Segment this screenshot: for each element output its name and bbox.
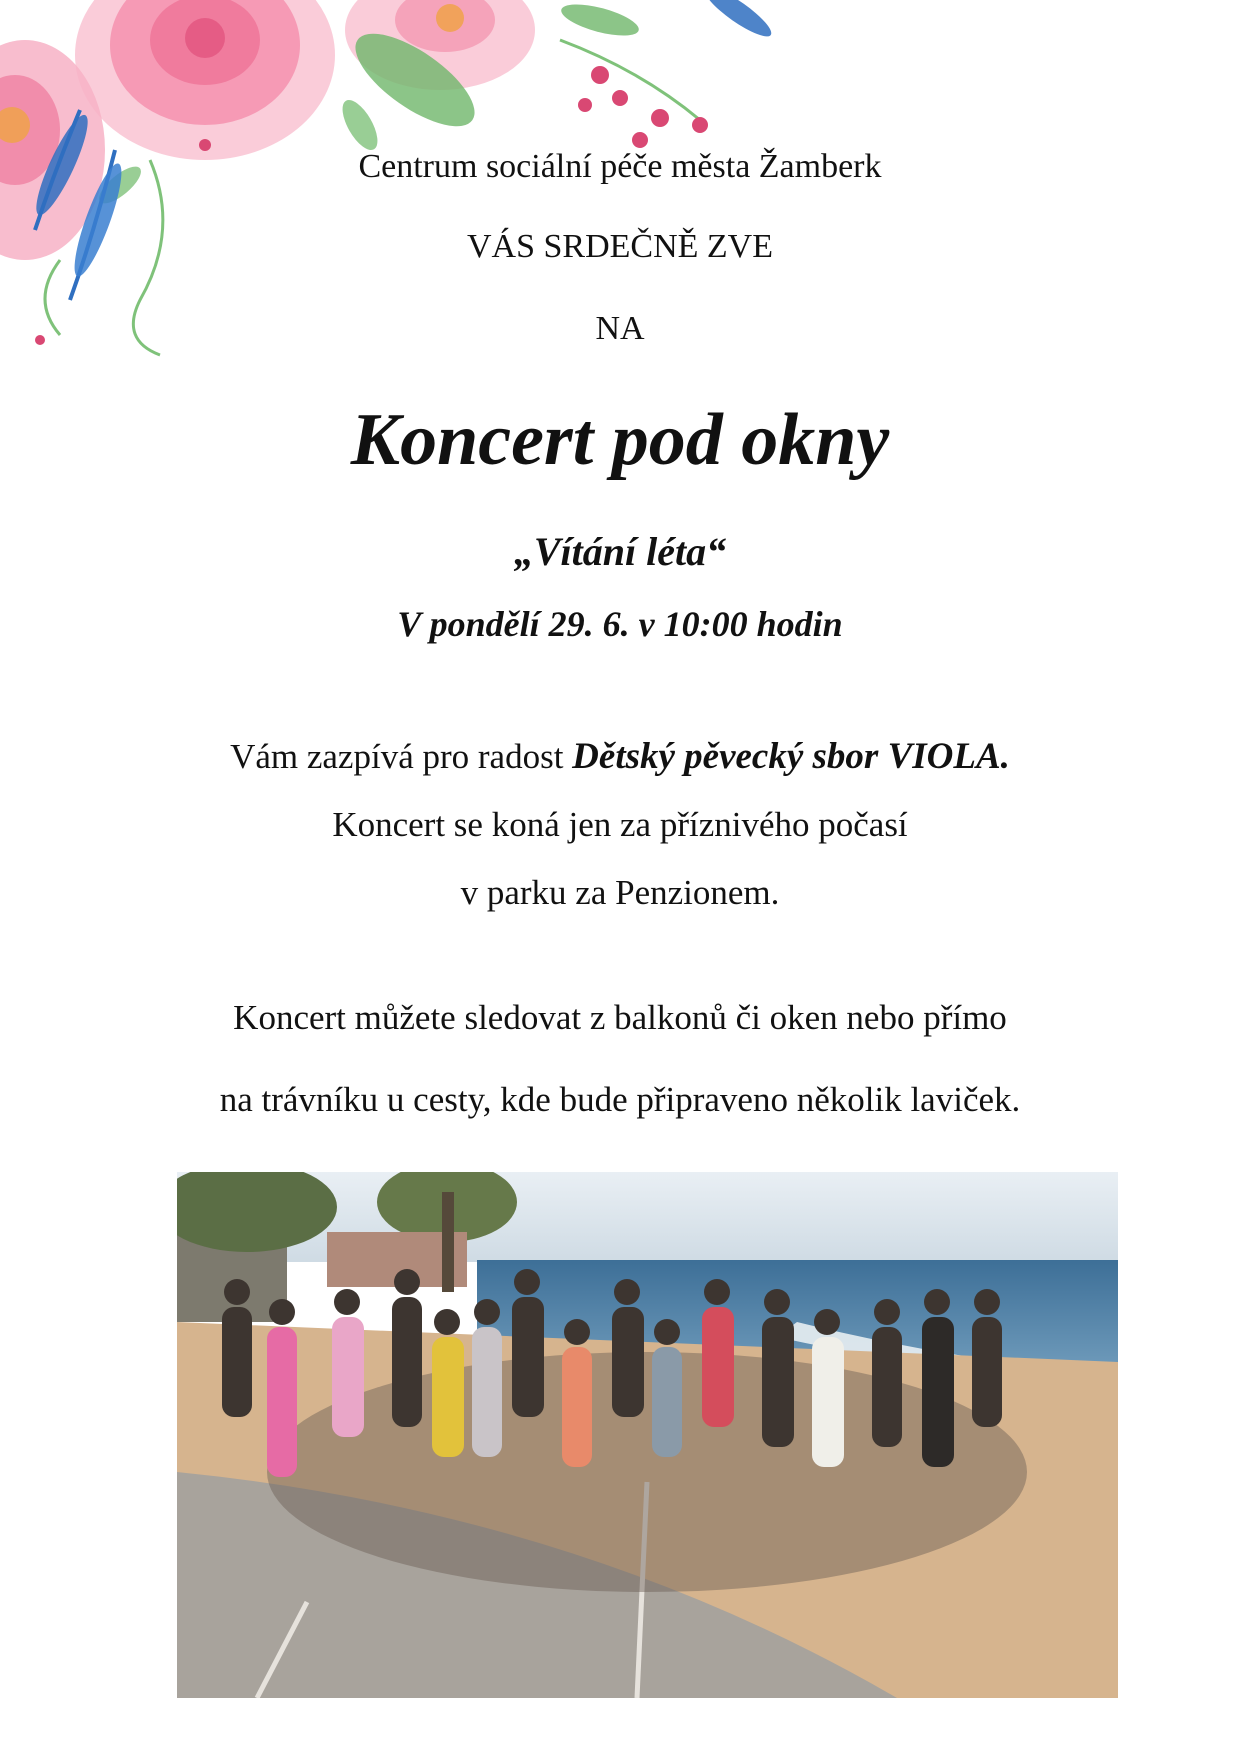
invite-text: VÁS SRDEČNĚ ZVE (466, 228, 774, 265)
viewing-note: Koncert můžete sledovat z balkonů či oken nebo přímo (233, 998, 1007, 1037)
choir-photo (177, 1172, 1118, 1698)
event-title: Koncert pod okny (350, 399, 890, 481)
choir-name: Dětský pěvecký sbor VIOLA. (572, 736, 1010, 777)
location-note: v parku za Penzionem. (460, 873, 780, 912)
performer-prefix: Vám zazpívá pro radost (230, 737, 573, 776)
event-datetime: V pondělí 29. 6. v 10:00 hodin (397, 604, 843, 644)
event-subtitle: „Vítání léta“ (513, 529, 727, 574)
benches-note: na trávníku u cesty, kde bude připraveno několik laviček. (219, 1080, 1021, 1119)
rose-large (75, 0, 335, 160)
performer-line (0, 735, 1240, 778)
weather-note: Koncert se koná jen za příznivého počasí (332, 805, 908, 844)
na-text: NA (595, 310, 645, 347)
organizer-name: Centrum sociální péče města Žamberk (358, 148, 882, 185)
